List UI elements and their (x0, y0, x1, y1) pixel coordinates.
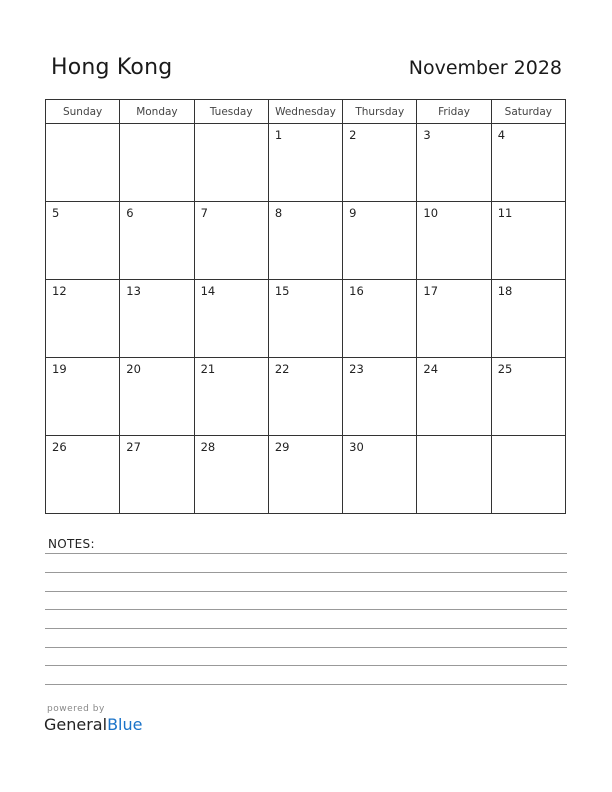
day-cell (268, 358, 342, 436)
day-cell (120, 436, 194, 514)
weekday-header-row (46, 100, 566, 124)
week-row (46, 436, 566, 514)
day-cell (120, 280, 194, 358)
day-number: 29 (274, 440, 290, 454)
notes-label: NOTES: (48, 537, 95, 551)
day-cell (194, 124, 268, 202)
day-cell (46, 358, 120, 436)
day-number: 1 (274, 128, 283, 142)
note-line (45, 553, 567, 554)
day-number: 9 (349, 206, 357, 220)
powered-by-text: powered by (47, 704, 105, 714)
day-number: 11 (497, 206, 513, 220)
day-cell (268, 202, 342, 280)
weekday-saturday: Saturday (491, 100, 565, 124)
day-cell (491, 358, 565, 436)
week-row (46, 124, 566, 202)
day-cell (120, 124, 194, 202)
day-number: 22 (274, 362, 290, 376)
day-cell (343, 436, 417, 514)
brand-name (44, 715, 142, 734)
day-number: 4 (497, 128, 506, 142)
day-number: 12 (52, 284, 67, 298)
day-cell (417, 202, 491, 280)
day-cell (46, 202, 120, 280)
month-year-title: November 2028 (408, 57, 562, 79)
day-cell (120, 358, 194, 436)
day-cell (417, 124, 491, 202)
day-cell (343, 358, 417, 436)
day-number: 16 (349, 284, 364, 298)
day-number (195, 124, 268, 128)
day-cell (194, 202, 268, 280)
day-cell (194, 436, 268, 514)
day-number: 21 (200, 362, 216, 376)
day-cell (194, 280, 268, 358)
day-number: 24 (423, 362, 439, 376)
day-cell (46, 436, 120, 514)
day-number (417, 436, 490, 440)
country-title: Hong Kong (51, 55, 173, 80)
day-cell (268, 280, 342, 358)
day-cell (343, 202, 417, 280)
day-cell (491, 280, 565, 358)
day-number: 27 (126, 440, 141, 454)
day-number: 26 (52, 440, 67, 454)
day-number: 28 (200, 440, 216, 454)
day-cell (194, 358, 268, 436)
day-number: 5 (52, 206, 60, 220)
day-cell (491, 124, 565, 202)
day-cell (268, 124, 342, 202)
day-number (46, 124, 119, 128)
note-line (45, 628, 567, 629)
note-line (45, 684, 567, 685)
day-number: 14 (200, 284, 216, 298)
day-cell (268, 436, 342, 514)
weekday-sunday: Sunday (46, 100, 120, 124)
weekday-tuesday: Tuesday (194, 100, 268, 124)
day-number: 6 (126, 206, 134, 220)
day-number: 10 (423, 206, 439, 220)
day-cell (491, 202, 565, 280)
day-cell (343, 280, 417, 358)
day-cell (417, 358, 491, 436)
note-line (45, 609, 567, 610)
day-number (120, 124, 193, 128)
day-number: 25 (497, 362, 513, 376)
day-number: 2 (349, 128, 357, 142)
day-number: 3 (423, 128, 431, 142)
weekday-friday: Friday (417, 100, 491, 124)
day-cell (417, 436, 491, 514)
weekday-wednesday: Wednesday (268, 100, 342, 124)
day-number: 30 (349, 440, 364, 454)
generalblue-logo (44, 704, 142, 734)
brand-general-text: General (44, 715, 108, 734)
brand-blue-text: Blue (107, 715, 143, 734)
day-number (492, 436, 565, 440)
day-number: 7 (200, 206, 208, 220)
day-cell (46, 280, 120, 358)
day-cell (491, 436, 565, 514)
day-number: 20 (126, 362, 141, 376)
week-row (46, 358, 566, 436)
note-line (45, 591, 567, 592)
day-cell (343, 124, 417, 202)
day-cell (46, 124, 120, 202)
day-number: 18 (497, 284, 513, 298)
day-number: 15 (274, 284, 290, 298)
note-line (45, 647, 567, 648)
day-number: 8 (274, 206, 283, 220)
note-line (45, 665, 567, 666)
day-cell (417, 280, 491, 358)
note-line (45, 572, 567, 573)
week-row (46, 202, 566, 280)
day-number: 17 (423, 284, 439, 298)
weekday-monday: Monday (120, 100, 194, 124)
day-number: 19 (52, 362, 67, 376)
calendar-grid (45, 99, 566, 514)
day-number: 23 (349, 362, 364, 376)
day-cell (120, 202, 194, 280)
week-row (46, 280, 566, 358)
weekday-thursday: Thursday (343, 100, 417, 124)
day-number: 13 (126, 284, 141, 298)
